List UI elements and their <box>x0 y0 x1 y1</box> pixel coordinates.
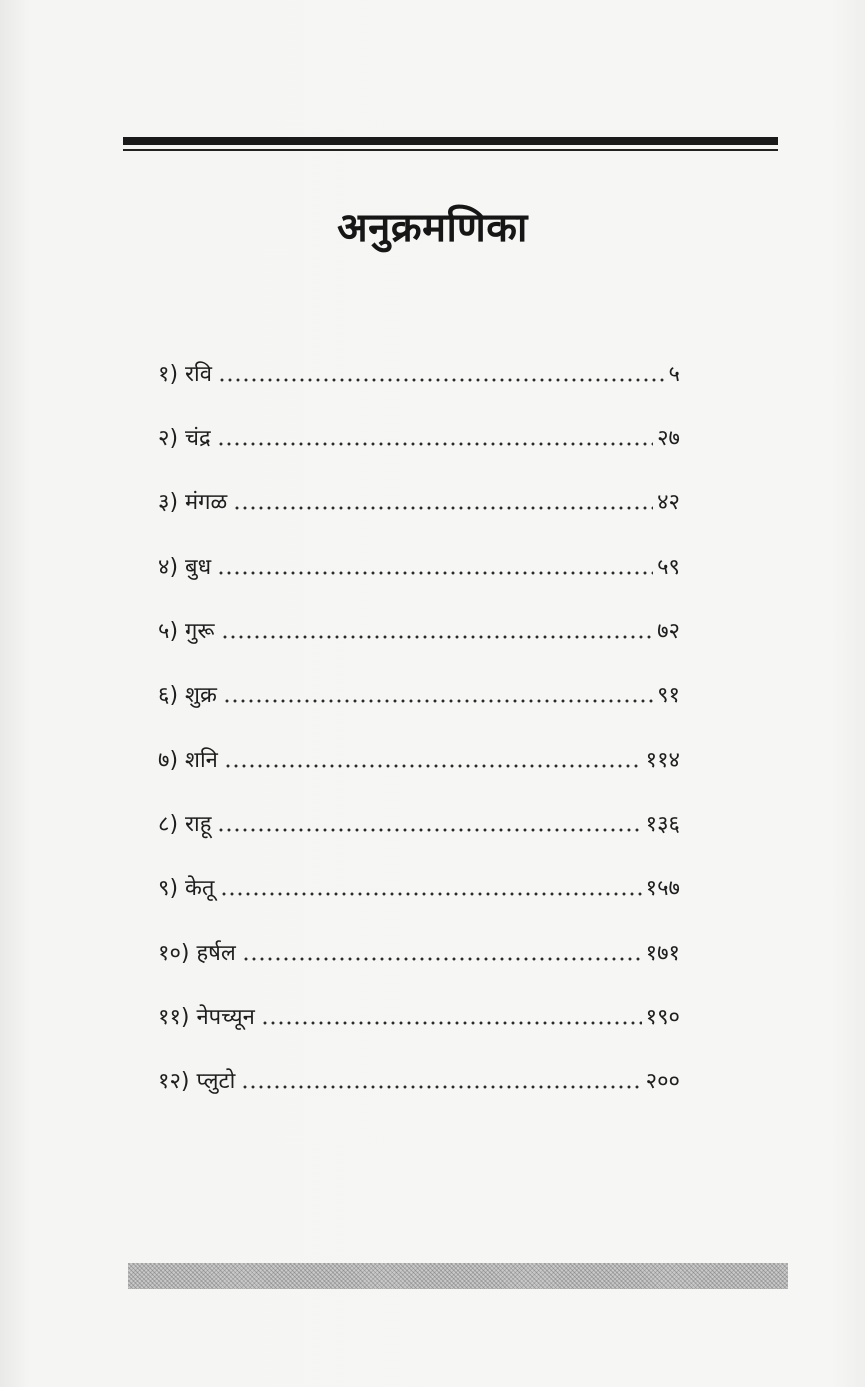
toc-entry <box>158 414 680 454</box>
footer-hatched-band <box>128 1263 788 1289</box>
toc-entry <box>158 671 680 711</box>
toc-entry-label: २) चंद्र <box>158 426 211 451</box>
toc-entry <box>158 350 680 390</box>
toc-entry-label: ७) शनि <box>158 748 218 773</box>
toc-entry <box>158 478 680 518</box>
toc-entry <box>158 1057 680 1097</box>
toc-leader-dots <box>221 633 654 641</box>
toc-leader-dots <box>224 762 642 770</box>
toc-leader-dots <box>217 569 653 577</box>
toc-leader-dots <box>217 440 653 448</box>
toc-entry-page: १३६ <box>645 812 680 837</box>
toc-entry-label: १) रवि <box>158 362 212 387</box>
page-title: अनुक्रमणिका <box>337 205 528 251</box>
toc-entry-label: ४) बुध <box>158 555 212 580</box>
toc-entry-page: ४२ <box>657 490 680 515</box>
toc-entry-page: १९० <box>645 1005 680 1030</box>
toc-entry <box>158 864 680 904</box>
toc-entry-label: ९) केतू <box>158 876 215 901</box>
toc-leader-dots <box>218 376 665 384</box>
toc-entry-page: १७१ <box>645 941 680 966</box>
toc-entry-page: २७ <box>657 426 680 451</box>
toc-entry-page: १५७ <box>645 876 680 901</box>
toc-entry-label: ६) शुक्र <box>158 683 217 708</box>
toc-leader-dots <box>220 890 641 898</box>
toc-entry <box>158 736 680 776</box>
toc-leader-dots <box>223 697 653 705</box>
toc-entry <box>158 607 680 647</box>
toc-entry-label: १२) प्लुटो <box>158 1069 236 1094</box>
toc-entry-label: १०) हर्षल <box>158 941 236 966</box>
toc-entry-page: ११४ <box>645 748 680 773</box>
toc-leader-dots <box>261 1019 642 1027</box>
toc-leader-dots <box>217 826 641 834</box>
toc-entry <box>158 993 680 1033</box>
toc-entry-page: २०० <box>645 1069 680 1094</box>
toc-entry <box>158 929 680 969</box>
toc-leader-dots <box>241 1083 641 1091</box>
toc-entry-label: ८) राहू <box>158 812 212 837</box>
toc-entry-page: ५ <box>668 362 680 387</box>
toc-entry-page: ५९ <box>657 555 680 580</box>
toc-entry-label: ५) गुरू <box>158 619 215 644</box>
toc-entry <box>158 800 680 840</box>
toc-leader-dots <box>242 955 642 963</box>
toc-entry <box>158 543 680 583</box>
toc-entry-label: ३) मंगळ <box>158 490 228 515</box>
toc-entry-page: ७२ <box>657 619 680 644</box>
header-rule-thick <box>123 137 778 145</box>
toc-entry-page: ९१ <box>657 683 680 708</box>
toc-entry-label: ११) नेपच्यून <box>158 1005 255 1030</box>
toc-leader-dots <box>233 504 653 512</box>
header-rule-thin <box>123 149 778 151</box>
